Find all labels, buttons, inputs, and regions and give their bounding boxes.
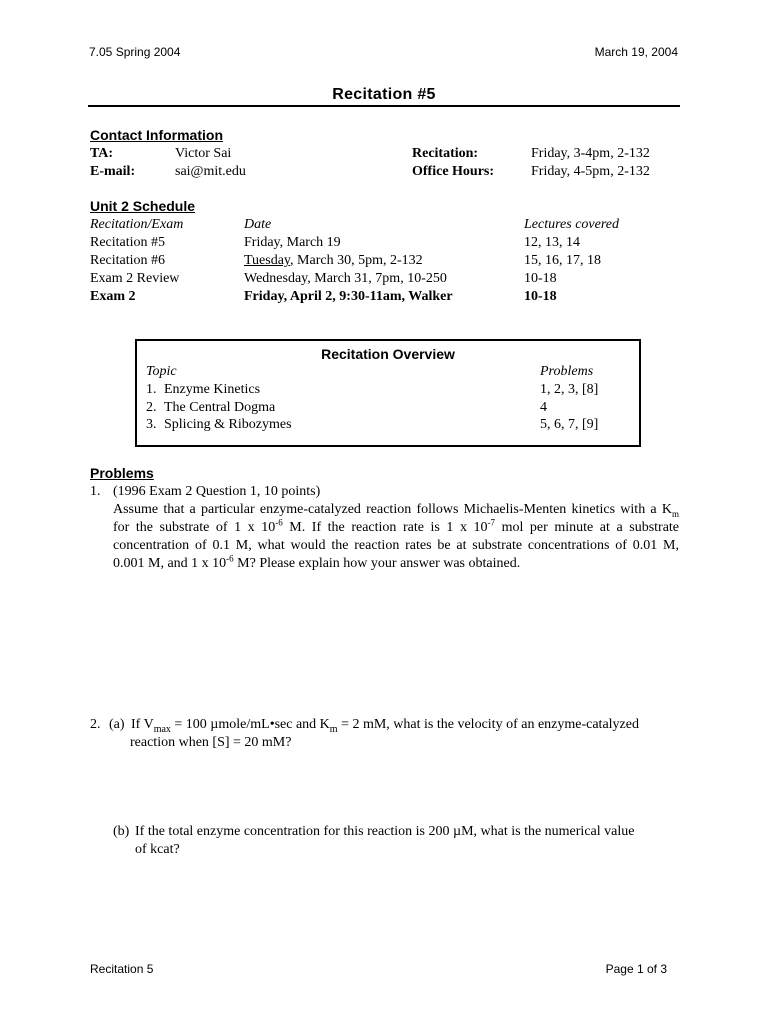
schedule-row-lectures: 10-18 [524, 271, 557, 286]
problem-2a-label: (a) [109, 717, 125, 732]
problem-1-number: 1. [90, 484, 101, 499]
exponent: -7 [487, 517, 496, 528]
footer-left: Recitation 5 [90, 962, 154, 976]
overview-item-problems: 1, 2, 3, [8] [540, 382, 599, 397]
ta-label: TA: [90, 146, 114, 161]
problem-1-source: (1996 Exam 2 Question 1, 10 points) [113, 484, 321, 499]
ta-value: Victor Sai [175, 146, 232, 161]
overview-col-topic: Topic [146, 364, 177, 379]
problem-2-number: 2. [90, 717, 101, 732]
email-value: sai@mit.edu [175, 164, 246, 179]
km-subscript: m [329, 723, 338, 735]
schedule-row-event: Exam 2 [90, 289, 136, 304]
recitation-value: Friday, 3-4pm, 2-132 [531, 146, 650, 161]
overview-title: Recitation Overview [321, 346, 455, 362]
title-rule [88, 105, 680, 107]
schedule-row-event: Recitation #5 [90, 235, 166, 250]
p1-text-part: M. If the reaction rate is 1 x 10 [282, 520, 488, 535]
problem-2b-line1: If the total enzyme concentration for this reaction is 200 µM, what is the numerical value [135, 824, 635, 839]
p2a-text-part: = 2 mM, what is the velocity of an enzyme-catalyzed [337, 717, 639, 732]
schedule-row-lectures: 10-18 [524, 289, 557, 304]
header-date: March 19, 2004 [594, 45, 678, 59]
schedule-col-event: Recitation/Exam [90, 217, 184, 232]
p2a-text-part: = 100 µmole/mL•sec and K [170, 717, 330, 732]
date-weekday-underlined: Tuesday [244, 253, 291, 268]
vmax-subscript: max [153, 723, 171, 735]
contact-heading: Contact Information [90, 127, 223, 143]
schedule-row-date [244, 252, 423, 270]
overview-item-num: 2. [146, 400, 157, 415]
page-number: Page 1 of 3 [605, 962, 667, 976]
problem-2a-line2: reaction when [S] = 20 mM? [130, 735, 292, 750]
problem-1-text [113, 501, 679, 573]
overview-col-problems: Problems [540, 364, 594, 379]
office-hours-value: Friday, 4-5pm, 2-132 [531, 164, 650, 179]
overview-item-topic: Enzyme Kinetics [164, 382, 261, 397]
overview-item-problems: 5, 6, 7, [9] [540, 417, 599, 432]
schedule-row-date: Wednesday, March 31, 7pm, 10-250 [244, 271, 447, 286]
schedule-heading: Unit 2 Schedule [90, 198, 196, 214]
exponent: -6 [275, 517, 283, 528]
page-title: Recitation #5 [332, 86, 436, 103]
p2a-text-part: If V [131, 717, 154, 732]
overview-item-topic: Splicing & Ribozymes [164, 417, 292, 432]
schedule-col-lectures: Lectures covered [524, 217, 619, 232]
problem-2b-line2: of kcat? [135, 842, 180, 857]
schedule-row-lectures: 15, 16, 17, 18 [524, 253, 601, 268]
p1-text-part: mol per minute at a substrate concentration of 0.1 M, what would the reaction rates be at substrate concentrations of 0.01 M, 0.001 M, and 1 x 10 [113, 520, 680, 571]
schedule-row-date: Friday, March 19 [244, 235, 341, 250]
recitation-label: Recitation: [412, 146, 479, 161]
p1-text-part: Assume that a particular enzyme-catalyzed reaction follows Michaelis-Menten kinetics with a K [113, 502, 672, 517]
schedule-col-date: Date [244, 217, 272, 232]
schedule-row-date: Friday, April 2, 9:30-11am, Walker [244, 289, 453, 304]
p1-text-part: M? Please explain how your answer was obtained. [233, 556, 521, 571]
course-label: 7.05 Spring 2004 [89, 45, 181, 59]
problem-2a-line1 [131, 716, 639, 734]
problem-2b-label: (b) [113, 824, 130, 839]
schedule-row-event: Recitation #6 [90, 253, 166, 268]
p1-text-part: for the substrate of 1 x 10 [113, 520, 276, 535]
overview-item-num: 3. [146, 417, 157, 432]
overview-item-problems: 4 [540, 400, 547, 415]
date-rest: , March 30, 5pm, 2-132 [290, 253, 423, 268]
overview-item-num: 1. [146, 382, 157, 397]
overview-item-topic: The Central Dogma [164, 400, 276, 415]
km-subscript: m [671, 508, 679, 519]
schedule-row-lectures: 12, 13, 14 [524, 235, 580, 250]
email-label: E-mail: [90, 164, 136, 179]
exponent: -6 [226, 553, 234, 564]
schedule-row-event: Exam 2 Review [90, 271, 180, 286]
office-hours-label: Office Hours: [412, 164, 495, 179]
problems-heading: Problems [90, 465, 154, 481]
